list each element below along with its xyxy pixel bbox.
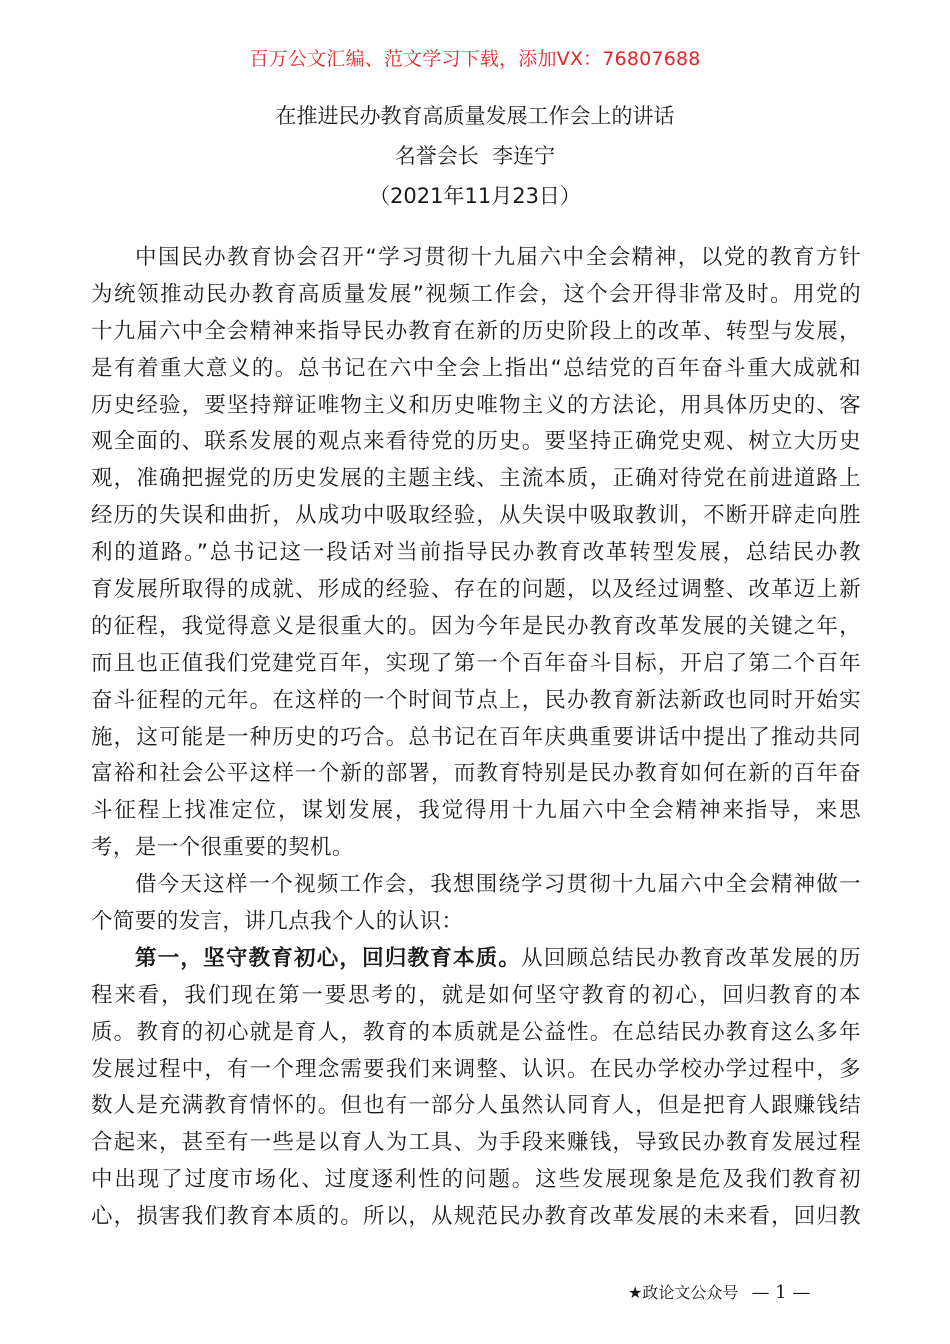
- text-line: 斗征程上找准定位，谋划发展，我觉得用十九届六中全会精神来指导，来思: [91, 798, 861, 824]
- text-line: 程来看，我们现在第一要思考的，就是如何坚守教育的初心，回归教育的本: [91, 982, 861, 1008]
- page-footer: [628, 1281, 810, 1305]
- text-line: 利的道路。”总书记这一段话对当前指导民办教育改革转型发展，总结民办教: [91, 540, 861, 566]
- text-line: 观，准确把握党的历史发展的主题主线、主流本质，正确对待党在前进道路上: [91, 466, 861, 492]
- text-line: 是有着重大意义的。总书记在六中全会上指出“总结党的百年奋斗重大成就和: [91, 355, 861, 381]
- document-title: 在推进民办教育高质量发展工作会上的讲话: [275, 104, 675, 128]
- text-line: 数人是充满教育情怀的。但也有一部分人虽然认同育人，但是把育人跟赚钱结: [91, 1093, 861, 1119]
- text-line: 考，是一个很重要的契机。: [91, 835, 354, 861]
- paragraph-3: [91, 941, 861, 1236]
- text-line: 富裕和社会公平这样一个新的部署，而教育特别是民办教育如何在新的百年奋: [91, 761, 861, 787]
- text-line: 观全面的、联系发展的观点来看待党的历史。要坚持正确党史观、树立大历史: [91, 429, 861, 455]
- text-line: 心，损害我们教育本质的。所以，从规范民办教育改革发展的未来看，回归教: [91, 1204, 861, 1230]
- author-line: 名誉会长 李连宁: [394, 144, 556, 168]
- text-line: 中出现了过度市场化、过度逐利性的问题。这些发展现象是危及我们教育初: [91, 1167, 861, 1193]
- text-line: 历史经验，要坚持辩证唯物主义和历史唯物主义的方法论，用具体历史的、客: [91, 392, 861, 418]
- text-line: 施，这可能是一种历史的巧合。总书记在百年庆典重要讲话中提出了推动共同: [91, 724, 861, 750]
- paragraph-2: [91, 867, 861, 941]
- text-line: 个简要的发言，讲几点我个人的认识：: [91, 909, 464, 935]
- text-line: 借今天这样一个视频工作会，我想围绕学习贯彻十九届六中全会精神做一: [135, 872, 861, 898]
- text-line: 合起来，甚至有一些是以育人为工具、为手段来赚钱，导致民办教育发展过程: [91, 1130, 861, 1156]
- text-line: 奋斗征程的元年。在这样的一个时间节点上，民办教育新法新政也同时开始实: [91, 687, 861, 713]
- section-heading: 第一，坚守教育初心，回归教育本质。: [135, 945, 522, 971]
- paragraph-1: [91, 240, 861, 867]
- text-line: 为统领推动民办教育高质量发展”视频工作会，这个会开得非常及时。用党的: [91, 281, 861, 307]
- text-line: 十九届六中全会精神来指导民办教育在新的历史阶段上的改革、转型与发展，: [91, 318, 861, 344]
- text-line: 经历的失误和曲折，从成功中吸取经验，从失误中吸取教训，不断开辟走向胜: [91, 503, 861, 529]
- page-number: — 1 —: [751, 1282, 811, 1303]
- text-line: 育发展所取得的成就、形成的经验、存在的问题，以及经过调整、改革迈上新: [91, 577, 861, 603]
- footer-source: ★政论文公众号: [628, 1283, 739, 1302]
- text-line: 质。教育的初心就是育人，教育的本质就是公益性。在总结民办教育这么多年: [91, 1019, 861, 1045]
- date-line: （2021年11月23日）: [369, 184, 581, 208]
- text-line: 的征程，我觉得意义是很重大的。因为今年是民办教育改革发展的关键之年，: [91, 613, 861, 639]
- watermark-banner: 百万公文汇编、范文学习下载，添加VX：76807688: [249, 48, 701, 70]
- text-line: 而且也正值我们党建党百年，实现了第一个百年奋斗目标，开启了第二个百年: [91, 650, 861, 676]
- document-body: [91, 240, 861, 1236]
- title-block: [0, 96, 950, 216]
- text-span: 从回顾总结民办教育改革发展的历: [521, 945, 861, 971]
- text-line: 中国民办教育协会召开“学习贯彻十九届六中全会精神，以党的教育方针: [135, 245, 861, 270]
- text-line: [91, 941, 861, 978]
- text-line: 发展过程中，有一个理念需要我们来调整、认识。在民办学校办学过程中，多: [91, 1056, 861, 1082]
